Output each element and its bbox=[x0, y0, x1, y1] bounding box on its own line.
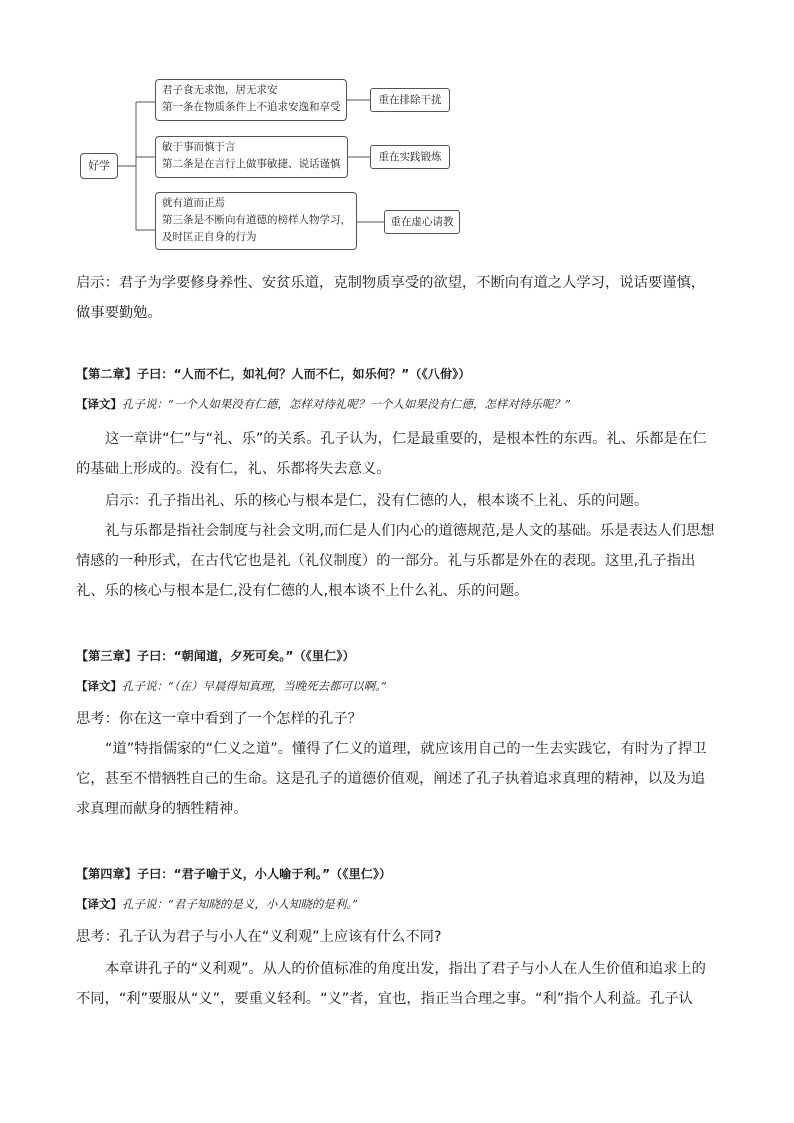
chapter-4-paragraph-1: 本章讲孔子的“义利观”。从人的价值标准的角度出发，指出了君子与小人在人生价值和追求上的不同，“利”要服从“义”，要重义轻利。“义”者，宜也，指正当合理之事。“利”指个人利益。孔子认 bbox=[76, 961, 706, 1007]
chapter-4-translation-label: 【译文】 bbox=[76, 897, 122, 911]
branch-3-line-3: 及时匡正自身的行为 bbox=[162, 231, 257, 243]
chapter-2-heading-text: 【第二章】子曰：“人而不仁，如礼何？人而不仁，如乐何？”（《八佾》） bbox=[76, 367, 471, 381]
chapter-2-translation-label: 【译文】 bbox=[76, 397, 122, 411]
chapter-4-translation-text: 孔子说：“君子知晓的是义，小人知晓的是利。” bbox=[122, 897, 359, 911]
chapter-3-translation bbox=[76, 676, 718, 696]
branch-3-line-2: 第三条是不断向有道德的榜样人物学习， bbox=[162, 214, 351, 226]
chapter-4-heading-text: 【第四章】子曰：“君子喻于义，小人喻于利。”（《里仁》） bbox=[76, 867, 392, 881]
chapter-2-paragraph-2: 启示：孔子指出礼、乐的核心与根本是仁，没有仁德的人，根本谈不上礼、乐的问题。 bbox=[105, 493, 649, 509]
chapter-2-translation bbox=[76, 394, 718, 414]
chapter-3-question: 思考：你在这一章中看到了一个怎样的孔子？ bbox=[76, 711, 362, 727]
mind-map-tag-3: 重在虚心请教 bbox=[384, 210, 460, 234]
mind-map-tag-2: 重在实践锻炼 bbox=[370, 145, 450, 169]
mind-map-tag-1: 重在排除干扰 bbox=[370, 88, 450, 112]
chapter-4-question: 思考：孔子认为君子与小人在“义利观”上应该有什么不同? bbox=[76, 929, 442, 945]
branch-1-line-2: 第一条在物质条件上不追求安逸和享受 bbox=[162, 101, 341, 113]
mind-map-branch-3 bbox=[155, 192, 357, 250]
branch-3-line-1: 就有道而正焉 bbox=[162, 197, 225, 209]
chapter-3-heading-text: 【第三章】子曰：“朝闻道，夕死可矣。”（《里仁》） bbox=[76, 649, 355, 663]
chapter-3-translation-label: 【译文】 bbox=[76, 679, 122, 693]
branch-2-line-2: 第二条是在言行上做事敏捷、说话谨慎 bbox=[162, 158, 341, 170]
chapter-2-heading bbox=[76, 364, 718, 384]
chapter-2-translation-text: 孔子说：“一个人如果没有仁德，怎样对待礼呢？一个人如果没有仁德，怎样对待乐呢？” bbox=[122, 397, 571, 411]
mind-map-branch-2 bbox=[155, 136, 348, 178]
chapter-3-paragraph-1: “道”特指儒家的“仁义之道”。懂得了仁义的道理，就应该用自己的一生去实践它，有时为了捍卫它，甚至不惜牺牲自己的生命。这是孔子的道德价值观，阐述了孔子执着追求真理的精神，以及为追求真理而献身的牺牲精神。 bbox=[76, 741, 707, 817]
branch-2-line-1: 敏于事而慎于言 bbox=[162, 141, 236, 153]
chapter-4-translation bbox=[76, 894, 718, 914]
summary-paragraph: 启示：君子为学要修身养性、安贫乐道，克制物质享受的欲望，不断向有道之人学习，说话要谨慎，做事要勤勉。 bbox=[76, 275, 706, 321]
chapter-3-heading bbox=[76, 646, 718, 666]
mind-map-branch-1 bbox=[155, 79, 347, 121]
chapter-2-paragraph-3: 礼与乐都是指社会制度与社会文明,而仁是人们内心的道德规范,是人文的基础。乐是表达人们思想情感的一种形式，在古代它也是礼（礼仪制度）的一部分。礼与乐都是外在的表现。这里,孔子指出礼、乐的核心与根本是仁,没有仁德的人,根本谈不上什么礼、乐的问题。 bbox=[76, 523, 715, 599]
mind-map bbox=[0, 0, 794, 270]
chapter-3-translation-text: 孔子说：“（在）早晨得知真理，当晚死去都可以啊。” bbox=[122, 679, 387, 693]
branch-1-line-1: 君子食无求饱，居无求安 bbox=[162, 84, 278, 96]
mind-map-root: 好学 bbox=[80, 153, 118, 179]
chapter-4-heading bbox=[76, 864, 718, 884]
chapter-2-paragraph-1: 这一章讲“仁”与“礼、乐”的关系。孔子认为，仁是最重要的，是根本性的东西。礼、乐都是在仁的基础上形成的。没有仁，礼、乐都将失去意义。 bbox=[76, 431, 707, 477]
